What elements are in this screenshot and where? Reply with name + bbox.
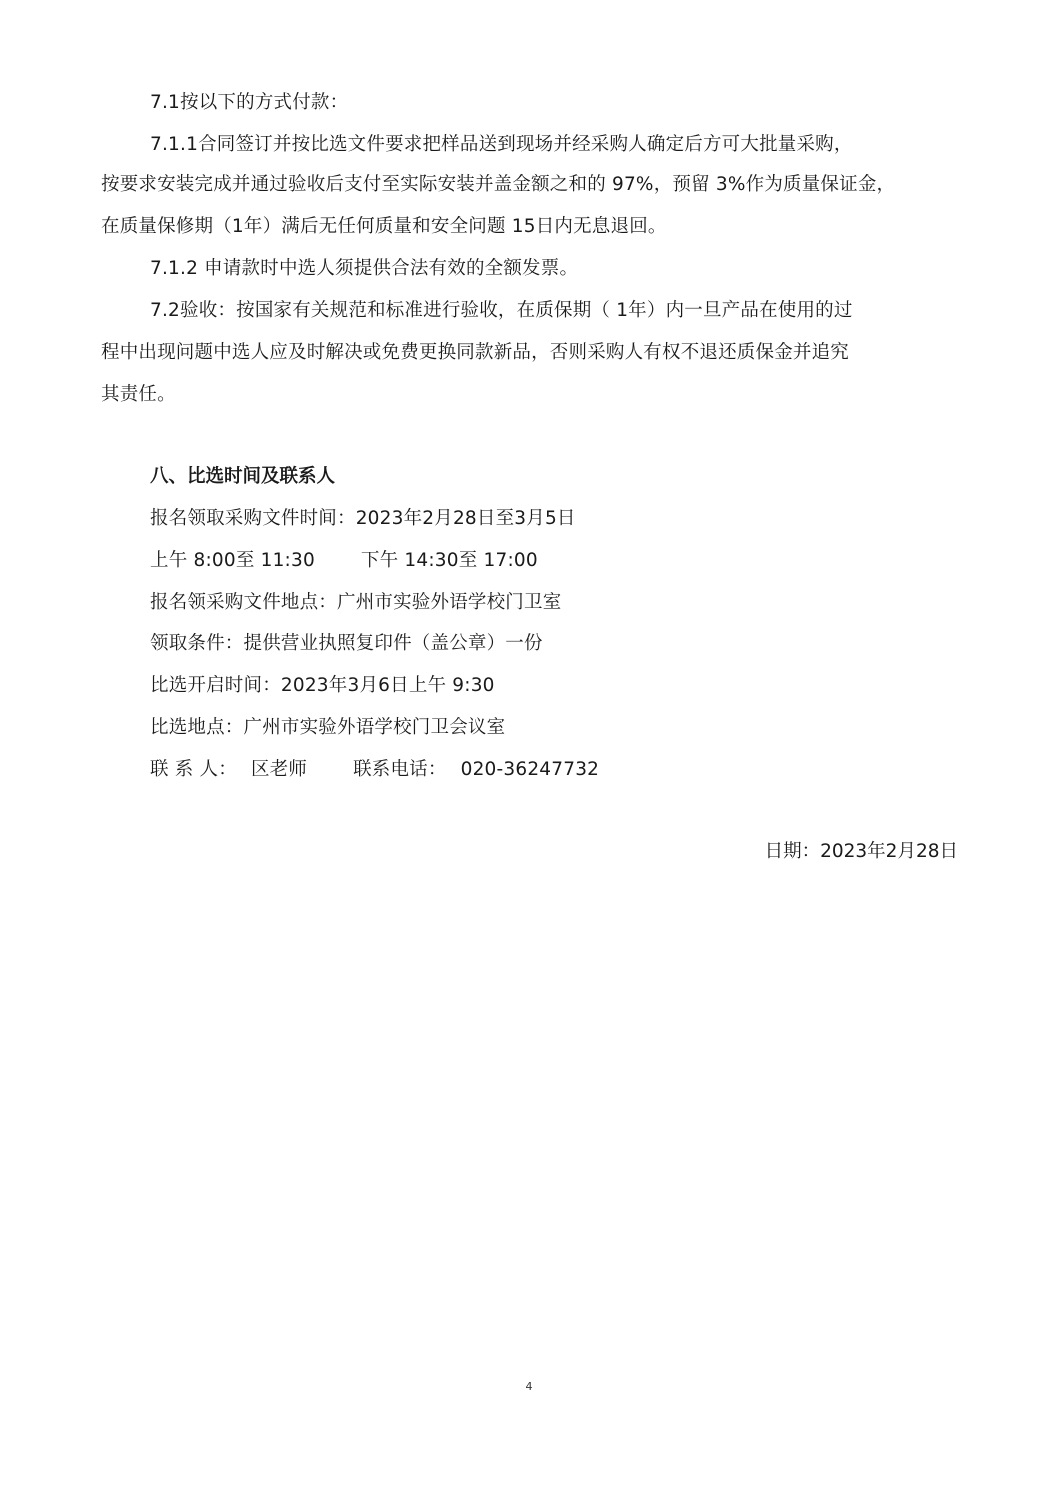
venue: 比选地点：广州市实验外语学校门卫会议室 bbox=[150, 717, 506, 738]
afternoon-hours: 下午 14:30至 17:00 bbox=[360, 550, 538, 571]
contact-line bbox=[150, 757, 599, 783]
clause-7-2-line-3: 其责任。 bbox=[101, 384, 176, 405]
contact-name: 区老师 bbox=[250, 759, 308, 780]
clause-7-1-1-line-3: 在质量保修期（1年）满后无任何质量和安全问题 15日内无息退回。 bbox=[101, 216, 667, 237]
contact-label: 联 系 人： bbox=[150, 759, 237, 780]
phone-number: 020-36247732 bbox=[460, 759, 600, 780]
clause-7-1: 7.1按以下的方式付款： bbox=[150, 92, 349, 113]
office-hours bbox=[150, 548, 538, 574]
open-time: 比选开启时间：2023年3月6日上午 9:30 bbox=[150, 675, 495, 696]
clause-7-1-2: 7.1.2 申请款时中选人须提供合法有效的全额发票。 bbox=[150, 258, 579, 279]
clause-7-1-1-line-2: 按要求安装完成并通过验收后支付至实际安装并盖金额之和的 97%，预留 3%作为质量保证金， bbox=[101, 174, 896, 195]
clause-7-2-line-2: 程中出现问题中选人应及时解决或免费更换同款新品，否则采购人有权不退还质保金并追究 bbox=[101, 342, 850, 363]
morning-hours: 上午 8:00至 11:30 bbox=[150, 550, 315, 571]
collect-location: 报名领采购文件地点：广州市实验外语学校门卫室 bbox=[150, 592, 562, 613]
collect-time: 报名领取采购文件时间：2023年2月28日至3月5日 bbox=[150, 508, 576, 529]
clause-7-2-line-1: 7.2验收：按国家有关规范和标准进行验收，在质保期（ 1年）内一旦产品在使用的过 bbox=[150, 300, 853, 321]
phone-label: 联系电话： bbox=[353, 759, 447, 780]
collect-conditions: 领取条件：提供营业执照复印件（盖公章）一份 bbox=[150, 633, 543, 654]
clause-7-1-1-line-1: 7.1.1合同签订并按比选文件要求把样品送到现场并经采购人确定后方可大批量采购， bbox=[150, 134, 853, 155]
section-8-title: 八、比选时间及联系人 bbox=[150, 466, 336, 487]
document-date: 日期：2023年2月28日 bbox=[764, 841, 958, 862]
page-number: 4 bbox=[525, 1380, 533, 1393]
